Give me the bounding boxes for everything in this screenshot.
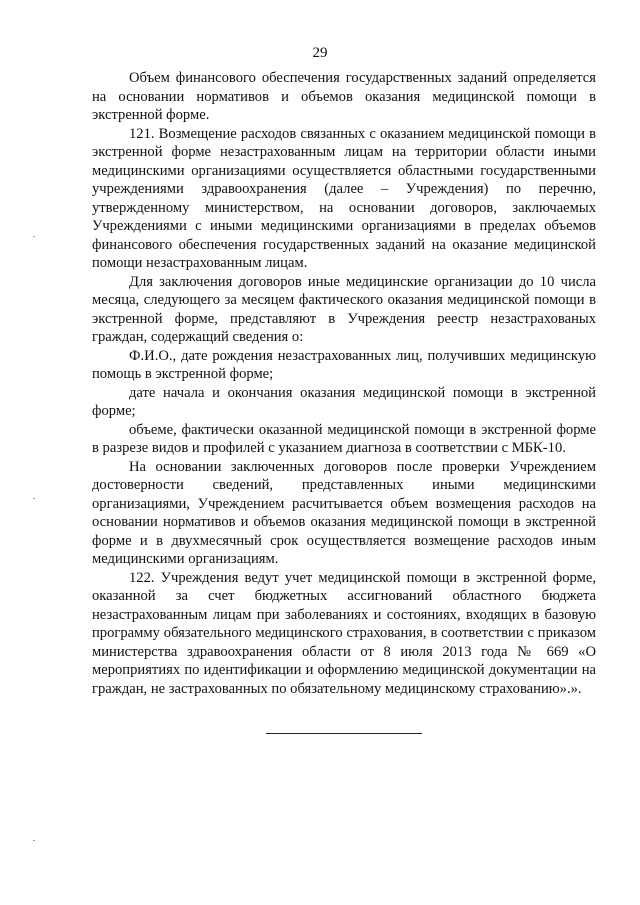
list-item-volume: объеме, фактически оказанной медицинской помощи в экстренной форме в разрезе видов и профилей с указанием диагноза в соответствии с МБК-10. [92,421,596,456]
list-item-fio: Ф.И.О., дате рождения незастрахованных лиц, получивших медицинскую помощь в экстренной форме; [92,347,596,382]
page-number: 29 [312,45,328,61]
scan-mark [33,498,35,499]
paragraph-121: 121. Возмещение расходов связанных с оказанием медицинской помощи в экстренной форме незастрахованным лицам на территории области иными медицинскими организациями осуществляется областными государственными учреждениями здравоохранения (далее – Учреждения) по перечню, утвержденному министерством, на основании договоров, заключаемых Учреждениями с иными медицинскими организациями в пределах объемов финансового обеспечения государственных заданий на оказание медицинской помощи незастрахованным лицам. [92,125,596,271]
paragraph-contract-registry: Для заключения договоров иные медицинские организации до 10 числа месяца, следующего за месяцем фактического оказания медицинской помощи в экстренной форме, представляют в Учреждения реестр незастрахованых граждан, содержащий сведения о: [92,273,596,345]
end-of-text-rule [266,733,422,734]
scan-mark [33,236,35,237]
scan-mark [33,840,35,841]
list-item-dates: дате начала и окончания оказания медицинской помощи в экстренной форме; [92,384,596,419]
paragraph-funding-volume: Объем финансового обеспечения государственных заданий определяется на основании нормативов и объемов оказания медицинской помощи в экстренной форме. [92,70,596,123]
paragraph-reimbursement: На основании заключенных договоров после проверки Учреждением достоверности сведений, представленных иными медицинскими организациями, Учреждением расчитывается объем возмещения расходов на основании нормативов и объемов оказания медицинской помощи в экстренной форме и в двухмесячный срок осуществляется возмещение расходов иным медицинскими организациям. [92,458,596,567]
document-body [92,69,596,698]
paragraph-122: 122. Учреждения ведут учет медицинской помощи в экстренной форме, оказанной за счет бюджетных ассигнований областного бюджета незастрахованным лицам при заболеваниях и состояниях, входящих в базовую программу обязательного медицинского страхования, в соответствии с приказом министерства здравоохранения области от 8 июля 2013 года № 669 «О мероприятиях по идентификации и оформлению медицинской документации на граждан, не застрахованных по обязательному медицинскому страхованию».». [92,569,596,697]
